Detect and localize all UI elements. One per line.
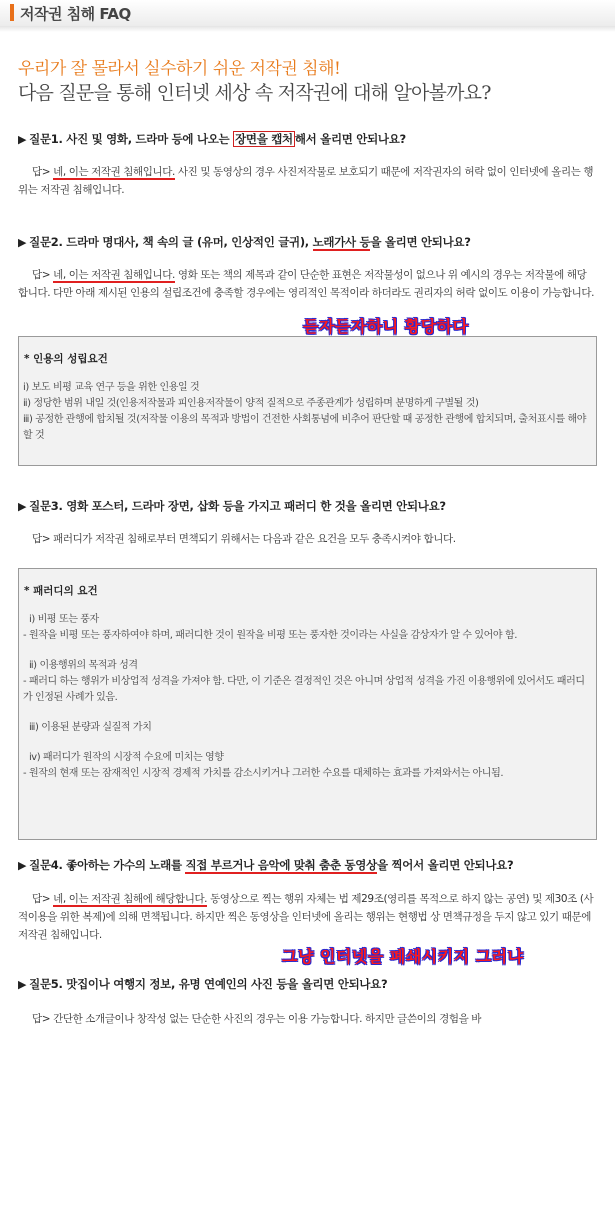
citation-requirements-box — [18, 336, 597, 466]
answer-1 — [18, 163, 596, 199]
citation-item-2: ⅱ) 정당한 범위 내일 것(인용저작물과 피인용저작물이 양적 질적으로 주종관계가 성립하며 분명하게 구별될 것) — [23, 398, 479, 409]
bullet-triangle-icon: ▶ — [18, 978, 27, 991]
answer-1-highlight: 네, 이는 저작권 침해입니다. — [53, 166, 175, 178]
answer-4 — [18, 890, 596, 944]
answer-4-highlight: 네, 이는 저작권 침해에 해당합니다. — [53, 893, 208, 905]
answer-prefix: 답> — [32, 166, 54, 178]
bullet-triangle-icon: ▶ — [18, 133, 27, 146]
answer-2-highlight: 네, 이는 저작권 침해입니다. — [53, 269, 175, 281]
q4-text-post: 을 찍어서 올리면 안되나요? — [376, 858, 514, 872]
q4-underlined-text: 직접 부르거나 음악에 맞춰 춤춘 동영상 — [185, 858, 377, 872]
q1-boxed-text: 장면을 캡처 — [235, 132, 293, 146]
q1-text-post: 해서 올리면 안되나요? — [294, 132, 406, 146]
question-5 — [18, 975, 598, 994]
parody-item-1-body: - 원작을 비평 또는 풍자하여야 하며, 패러디한 것이 원작을 비평 또는 풍자한 것이라는 사실을 감상자가 알 수 있어야 함. — [23, 630, 518, 641]
parody-requirements-box — [18, 568, 597, 840]
question-1 — [18, 130, 598, 149]
parody-item-1-title: ⅰ) 비평 또는 풍자 — [29, 614, 99, 625]
q2-underlined-text: 노래가사 등 — [312, 235, 371, 249]
parody-item-3-title: ⅲ) 이용된 분량과 실질적 가치 — [29, 722, 152, 733]
answer-2 — [18, 266, 596, 302]
page-header-bar — [0, 0, 615, 27]
bullet-triangle-icon: ▶ — [18, 500, 27, 513]
parody-box-title: * 패러디의 요건 — [24, 585, 98, 597]
q1-text-pre: 질문1. 사진 및 영화, 드라마 등에 나오는 — [29, 132, 234, 146]
q4-text-pre: 질문4. 좋아하는 가수의 노래를 — [29, 858, 186, 872]
question-3 — [18, 497, 598, 516]
parody-item-4-title: ⅳ) 패러디가 원작의 시장적 수요에 미치는 영향 — [29, 752, 224, 763]
header-accent-bar — [10, 4, 14, 21]
citation-box-title: * 인용의 성립요건 — [24, 353, 108, 365]
q3-text: 질문3. 영화 포스터, 드라마 장면, 삽화 등을 가지고 패러디 한 것을 올리면 안되나요? — [29, 499, 446, 513]
question-4 — [18, 856, 598, 875]
bullet-triangle-icon: ▶ — [18, 859, 27, 872]
page-title: 저작권 침해 FAQ — [20, 5, 131, 23]
handwritten-note-1: 듣자듣자하니 황당하다 — [303, 317, 469, 336]
answer-3 — [18, 530, 596, 548]
answer-5-body: 답> 간단한 소개글이나 창작성 없는 단순한 사진의 경우는 이용 가능합니다. 하지만 글쓴이의 경험을 바 — [32, 1013, 481, 1025]
q5-text: 질문5. 맛집이나 여행지 정보, 유명 연예인의 사진 등을 올리면 안되나요? — [29, 977, 388, 991]
citation-item-1: ⅰ) 보도 비평 교육 연구 등을 위한 인용일 것 — [23, 382, 200, 393]
q2-text-post: 을 올리면 안되나요? — [370, 235, 471, 249]
bullet-triangle-icon: ▶ — [18, 236, 27, 249]
header-shadow — [0, 26, 615, 32]
question-2 — [18, 233, 598, 252]
intro-line-2: 다음 질문을 통해 인터넷 세상 속 저작권에 대해 알아볼까요? — [18, 82, 491, 104]
intro-line-1: 우리가 잘 몰라서 실수하기 쉬운 저작권 침해! — [18, 59, 341, 79]
citation-item-3: ⅲ) 공정한 관행에 합치될 것(저작물 이용의 목적과 방법이 건전한 사회통념에 비추어 판단할 때 공정한 관행에 합치되며, 출처표시를 해야 할 것 — [23, 414, 587, 441]
answer-4-body: 동영상으로 찍는 행위 자체는 법 제29조(영리를 목적으로 하지 않는 공연) 및 제30조 (사적이용을 위한 복제)에 의해 면책됩니다. 하지만 찍은 동영상을 인터넷에 올리는 행위는 현행법 상 면책규정을 두지 않고 있기 때문에 저작권 침해입니다. — [18, 893, 594, 941]
answer-2-body: 영화 또는 책의 제목과 같이 단순한 표현은 저작물성이 없으나 위 예시의 경우는 저작물에 해당합니다. 다만 아래 제시된 인용의 설립조건에 충족할 경우에는 영리적인 목적이라 하더라도 권리자의 허락 없이도 이용이 가능합니다. — [18, 269, 595, 299]
parody-item-2-title: ⅱ) 이용행위의 목적과 성격 — [29, 660, 138, 671]
answer-prefix: 답> — [32, 269, 54, 281]
handwritten-note-3: 그냥 인터넷을 폐쇄시키지 그러냐 — [282, 947, 524, 966]
parody-item-4-body: - 원작의 현재 또는 잠재적인 시장적 경제적 가치를 감소시키거나 그러한 수요를 대체하는 효과를 가져와서는 아니됨. — [23, 768, 504, 779]
answer-1-body: 사진 및 동영상의 경우 사진저작물로 보호되기 때문에 저작권자의 허락 없이 인터넷에 올리는 행위는 저작권 침해입니다. — [18, 166, 594, 196]
q2-text-pre: 질문2. 드라마 명대사, 책 속의 글 (유머, 인상적인 글귀), — [29, 235, 313, 249]
answer-prefix: 답> — [32, 893, 54, 905]
answer-3-body: 답> 패러디가 저작권 침해로부터 면책되기 위해서는 다음과 같은 요건을 모두 충족시켜야 합니다. — [32, 533, 456, 545]
parody-item-2-body: - 패러디 하는 행위가 비상업적 성격을 가져야 함. 다만, 이 기준은 결정적인 것은 아니며 상업적 성격을 가진 이용행위에 있어서도 패러디가 인정된 사례가 있음. — [23, 676, 585, 703]
answer-5 — [18, 1010, 596, 1028]
